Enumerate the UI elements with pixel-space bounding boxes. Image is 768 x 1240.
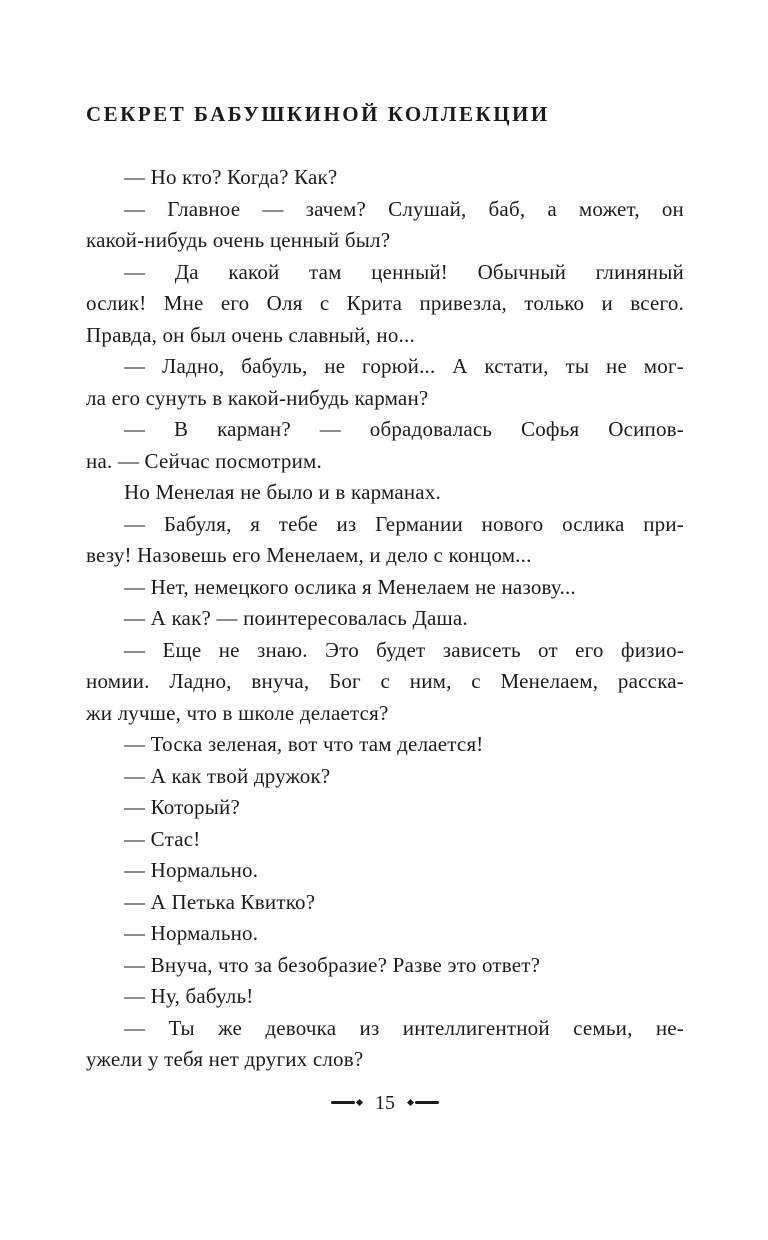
text-line: — Ладно, бабуль, не горюй... А кстати, ты не мог- <box>124 354 684 378</box>
text-line: Правда, он был очень славный, но... <box>86 322 415 347</box>
text-line: номии. Ладно, внуча, Бог с ним, с Менелаем, расска- <box>86 669 684 693</box>
text-line: — Нет, немецкого ослика я Менелаем не назову... <box>124 574 576 599</box>
text-line: жи лучше, что в школе делается? <box>86 700 389 725</box>
text-line: — Бабуля, я тебе из Германии нового ослика при- <box>124 511 684 536</box>
running-head: СЕКРЕТ БАБУШКИНОЙ КОЛЛЕКЦИИ <box>86 102 550 126</box>
footer-ornament-left-icon <box>331 1100 364 1105</box>
text-line: — Тоска зеленая, вот что там делается! <box>124 732 484 756</box>
page-footer <box>86 1090 684 1116</box>
text-line: — Еще не знаю. Это будет зависеть от его физио- <box>124 637 684 662</box>
text-line: — Внуча, что за безобразие? Разве это ответ? <box>124 952 541 977</box>
text-line: везу! Назовешь его Менелаем, и дело с концом... <box>86 543 532 567</box>
text-line: ужели у тебя нет других слов? <box>86 1047 364 1071</box>
text-line: ла его сунуть в какой-нибудь карман? <box>86 385 429 410</box>
text-line: — Стас! <box>124 826 201 851</box>
text-line: — Да какой там ценный! Обычный глиняный <box>124 259 684 284</box>
text-line: — Нормально. <box>124 858 259 882</box>
text-line: — Нормально. <box>124 921 259 945</box>
text-line: — В карман? — обрадовалась Софья Осипов- <box>124 417 684 441</box>
text-line: — Ну, бабуль! <box>124 984 254 1008</box>
text-line: Но Менелая не было и в карманах. <box>124 480 441 504</box>
text-line: на. — Сейчас посмотрим. <box>86 448 322 473</box>
text-line: — Главное — зачем? Слушай, баб, а может, он <box>124 196 684 221</box>
text-line: — А Петька Квитко? <box>124 889 316 914</box>
text-line: — А как твой дружок? <box>124 763 331 788</box>
text-line: — Ты же девочка из интеллигентной семьи, не- <box>124 1015 684 1040</box>
text-line: ослик! Мне его Оля с Крита привезла, только и всего. <box>86 291 684 315</box>
page-number: 15 <box>375 1091 395 1114</box>
footer-ornament-right-icon <box>406 1100 439 1105</box>
text-line: какой-нибудь очень ценный был? <box>86 228 391 252</box>
text-line: — А как? — поинтересовалась Даша. <box>124 606 468 630</box>
text-line: — Но кто? Когда? Как? <box>124 165 338 189</box>
text-line: — Который? <box>124 795 241 819</box>
page-text <box>86 162 684 1076</box>
